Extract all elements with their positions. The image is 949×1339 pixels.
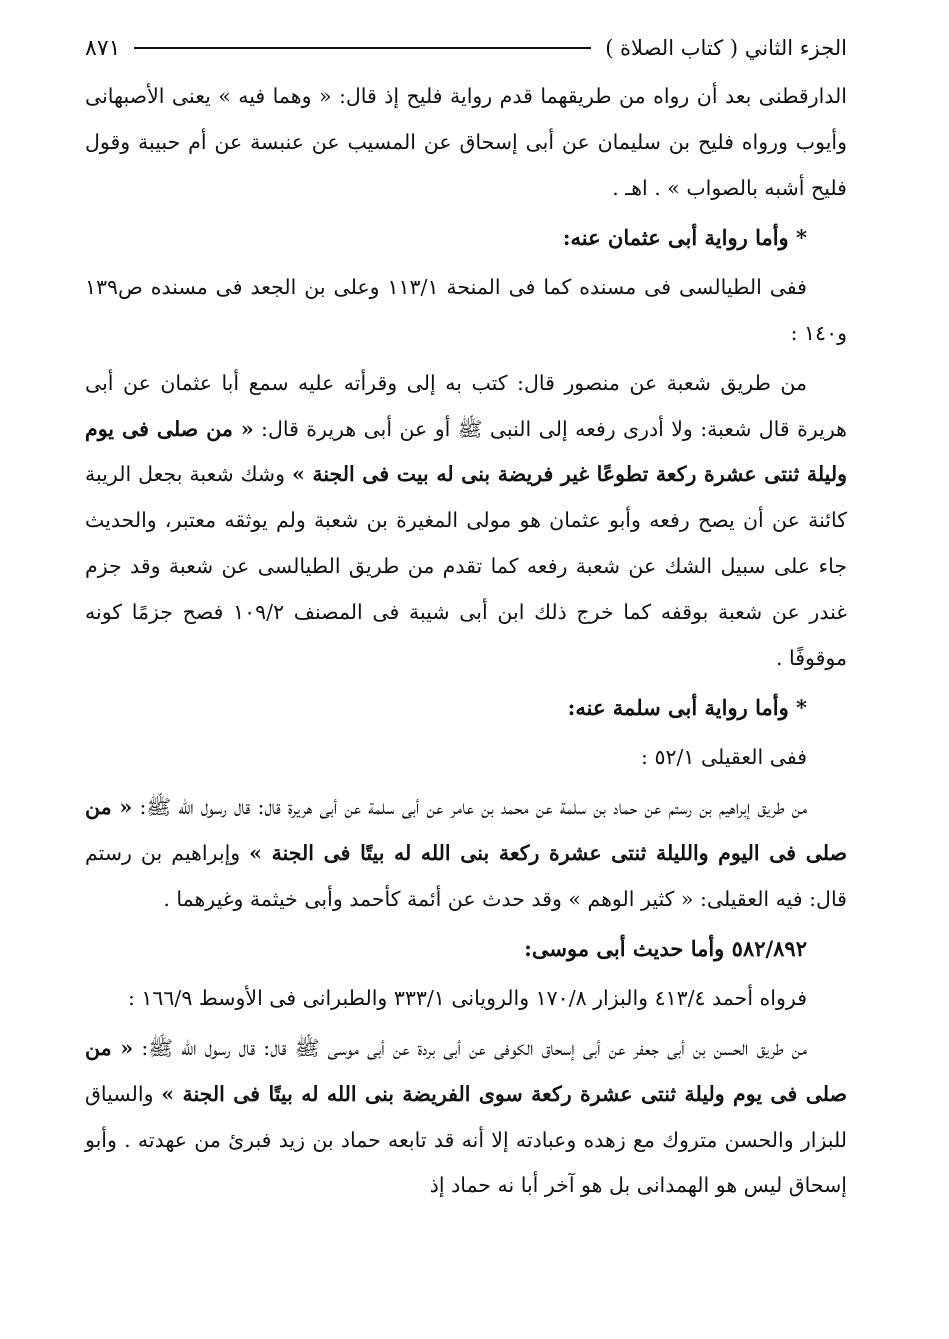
section-heading-abu-salama: * وأما رواية أبى سلمة عنه: [567,695,807,721]
paragraph-5: فرواه أحمد ٤١٣/٤ والبزار ١٧٠/٨ والرويانى ٣٣٣/١ والطبرانى فى الأوسط ١٦٦/٩ : [127,986,807,1011]
paragraph-3-text-a: من طريق شعبة عن منصور قال: كتب به إلى وقرأته عليه سمع أبا عثمان عن أبى هريرة قال شعبة: ولا أدرى رفعه إلى النبى ﷺ أو عن أبى هريرة قال: [85,370,847,441]
source-line-uqayli: ففى العقيلى ٥٢/١ : [641,745,807,770]
paragraph-3-text-b: وشك شعبة بجعل الريبة كائنة عن أن يصح رفعه وأبو عثمان هو مولى المغيرة بن شعبة ولم يوثقه معتبر، والحديث جاء على سبيل الشك عن شعبة رفعه كما تقدم من طريق الطيالسى عن شعبة وقد جزم غندر عن شعبة بوقفه كما خرج ذلك ابن أبى شيبة فى المصنف ١٠٩/٢ فصح جزمًا كونه موقوفًا . [85,462,847,670]
section-heading-abu-musa: ٥٨٢/٨٩٢ وأما حديث أبى موسى: [524,936,807,962]
paragraph-6-text-b: والسياق للبزار والحسن متروك مع زهده وعبادته إلا أنه قد تابعه حماد بن زيد فبرئ من عهدته . وأبو إسحاق ليس هو الهمدانى بل هو آخر أبا نه حماد إذ [85,1081,847,1198]
paragraph-4 [85,785,847,922]
running-title: الجزء الثاني ( كتاب الصلاة ) [605,36,847,60]
page-body [85,74,847,1209]
paragraph-4-hadith: « من صلى فى اليوم والليلة ثنتى عشرة ركعة بنى الله له بيتًا فى الجنة » [85,794,847,865]
paragraph-6 [85,1026,847,1209]
paragraph-4-text-b: وإبراهيم بن رستم قال: فيه العقيلى: « كثير الوهم » وقد حدث عن أئمة كأحمد وأبى خيثمة وغيرهما . [85,840,847,911]
section-heading-abu-uthman: * وأما رواية أبى عثمان عنه: [562,225,807,251]
paragraph-6-hadith: « من صلى فى يوم وليلة ثنتى عشرة ركعة سوى الفريضة بنى الله له بيتًا فى الجنة » [85,1035,848,1106]
paragraph-3-hadith: « من صلى فى يوم وليلة ثنتى عشرة ركعة تطوعًا غير فريضة بنى له بيت فى الجنة » [85,416,847,487]
header-rule [134,47,591,49]
paragraph-4-text-a: من طريق إبراهيم بن رستم عن حماد بن سلمة عن محمد بن عامر عن أبى سلمة عن أبى هريرة قال: قال رسول الله ﷺ: [132,794,807,819]
page-header [85,30,847,66]
paragraph-3 [85,361,847,682]
paragraph-2: ففى الطيالسى فى مسنده كما فى المنحة ١١٣/١ وعلى بن الجعد فى مسنده ص١٣٩ و١٤٠ : [85,275,847,345]
page [85,30,847,1213]
page-number: ٨٧١ [85,35,121,61]
paragraph-1: الدارقطنى بعد أن رواه من طريقهما قدم رواية فليح إذ قال: « وهما فيه » يعنى الأصبهانى وأيوب ورواه فليح بن سليمان عن أبى إسحاق عن المسيب عن عنبسة عن أم حبيبة وقول فليح أشبه بالصواب » . اهـ . [85,84,847,200]
paragraph-6-text-a: من طريق الحسن بن أبى جعفر عن أبى إسحاق الكوفى عن أبى بردة عن أبى موسى ﷺ قال: قال رسول الله ﷺ: [133,1035,807,1060]
